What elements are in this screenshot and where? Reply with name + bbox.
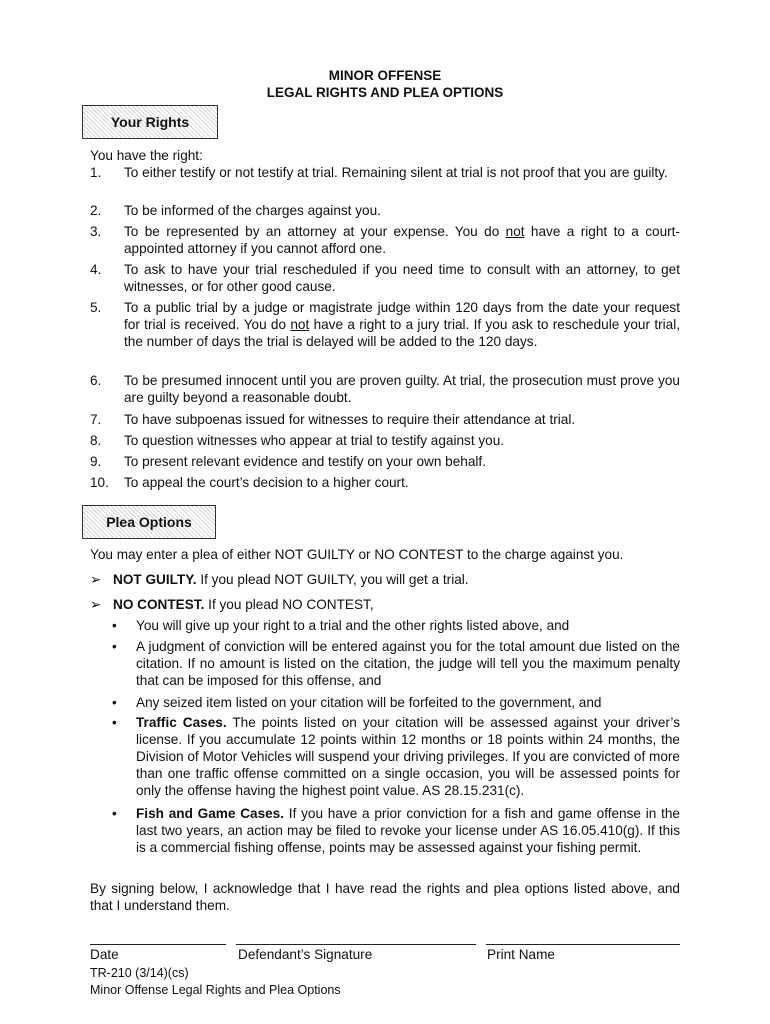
right-item-text: To be informed of the charges against you. bbox=[124, 203, 381, 218]
traffic-cases-text: The points listed on your citation will be assessed against your driver’s license. If you accumulate 12 points within 12 months or 18 points within 24 months, the Division of Motor Vehicles will suspend your driving privileges. If you are convicted of more than one traffic offense committed on a single occasion, you will be assessed points for only the offense having the highest point value. AS 28.15.231(c). bbox=[136, 715, 681, 798]
plea-options-heading-text: Plea Options bbox=[106, 513, 192, 530]
fish-game-cases-text: If you have a prior conviction for a fish and game offense in the last two years, an action may be filed to revoke your license under AS 16.05.410(g). If this is a commercial fishing offense, points may be assessed against your fishing permit. bbox=[136, 806, 680, 855]
consequence-text: Any seized item listed on your citation will be forfeited to the government, and bbox=[136, 695, 602, 710]
right-item-text: To be presumed innocent until you are proven guilty. At trial, the prosecution must prove you are guilty beyond a reasonable doubt. bbox=[124, 373, 680, 405]
bullet-dot-icon: • bbox=[112, 639, 117, 654]
acknowledgment-statement: By signing below, I acknowledge that I have read the rights and plea options listed above, and that I understand them. bbox=[90, 881, 680, 913]
arrow-bullet-icon: ➢ bbox=[90, 597, 102, 612]
plea-options-heading bbox=[82, 505, 216, 539]
right-item-text: To appeal the court’s decision to a higher court. bbox=[124, 475, 409, 490]
right-item-number: 8. bbox=[90, 433, 102, 448]
bullet-dot-icon: • bbox=[112, 715, 117, 730]
defendant-signature-line[interactable] bbox=[236, 944, 476, 945]
title-line-1: MINOR OFFENSE bbox=[328, 68, 442, 83]
right-item-text: To question witnesses who appear at trial to testify against you. bbox=[124, 433, 505, 448]
right-item-number: 7. bbox=[90, 412, 102, 427]
right-item-number: 4. bbox=[90, 262, 102, 277]
your-rights-heading bbox=[82, 105, 218, 139]
right-item-number: 9. bbox=[90, 454, 102, 469]
consequence-text: A judgment of conviction will be entered against you for the total amount due listed on the citation. If no amount is listed on the citation, the judge will tell you the maximum penalty that can be imposed for this offense, and bbox=[136, 639, 680, 688]
form-id: TR-210 (3/14)(cs) bbox=[90, 966, 189, 980]
not-guilty-text bbox=[113, 571, 680, 588]
right-item-number: 10. bbox=[90, 475, 109, 490]
date-line[interactable] bbox=[90, 944, 226, 945]
right-item-text: To ask to have your trial rescheduled if you need time to consult with an attorney, to get witnesses, or for other good cause. bbox=[124, 262, 680, 294]
title-line-2: LEGAL RIGHTS AND PLEA OPTIONS bbox=[266, 85, 504, 100]
rights-intro: You have the right: bbox=[90, 148, 203, 163]
print-name-label: Print Name bbox=[487, 947, 555, 962]
consequence-text: You will give up your right to a trial and the other rights listed above, and bbox=[136, 618, 570, 633]
right-item-text-pre: To a public trial by a judge or magistrate judge within 120 days from the date your request for trial is received. You do bbox=[124, 300, 680, 332]
consequence-text bbox=[136, 714, 680, 799]
right-item-text bbox=[124, 223, 680, 257]
defendant-signature-label: Defendant’s Signature bbox=[238, 947, 373, 962]
form-title: Minor Offense Legal Rights and Plea Options bbox=[90, 983, 341, 997]
bullet-dot-icon: • bbox=[112, 806, 117, 821]
no-contest-text bbox=[113, 596, 680, 613]
your-rights-heading-text: Your Rights bbox=[110, 113, 190, 130]
right-item-text bbox=[124, 299, 680, 350]
no-contest-label: NO CONTEST. bbox=[113, 597, 205, 612]
right-item-emphasis: not bbox=[290, 317, 310, 332]
fish-game-cases-label: Fish and Game Cases. bbox=[136, 806, 285, 821]
right-item-text: To either testify or not testify at trial. Remaining silent at trial is not proof that you are guilty. bbox=[124, 165, 668, 180]
right-item-text-post: have a right to a jury trial. If you ask to reschedule your trial, the number of days the trial is delayed will be added to the 120 days. bbox=[124, 317, 680, 349]
right-item-text: To present relevant evidence and testify on your own behalf. bbox=[124, 454, 486, 469]
arrow-bullet-icon: ➢ bbox=[90, 572, 102, 587]
right-item-emphasis: not bbox=[505, 224, 525, 239]
plea-intro: You may enter a plea of either NOT GUILTY or NO CONTEST to the charge against you. bbox=[90, 547, 624, 562]
not-guilty-description: If you plead NOT GUILTY, you will get a trial. bbox=[196, 572, 469, 587]
bullet-dot-icon: • bbox=[112, 695, 117, 710]
date-label: Date bbox=[90, 947, 119, 962]
bullet-dot-icon: • bbox=[112, 618, 117, 633]
right-item-number: 5. bbox=[90, 300, 102, 315]
right-item-number: 2. bbox=[90, 203, 102, 218]
not-guilty-label: NOT GUILTY. bbox=[113, 572, 197, 587]
right-item-number: 1. bbox=[90, 165, 102, 180]
consequence-text bbox=[136, 805, 680, 856]
right-item-number: 6. bbox=[90, 373, 102, 388]
right-item-number: 3. bbox=[90, 224, 102, 239]
right-item-text: To have subpoenas issued for witnesses to require their attendance at trial. bbox=[124, 412, 576, 427]
right-item-text-post: have a right to a court-appointed attorney if you cannot afford one. bbox=[124, 224, 680, 256]
right-item-text-pre: To be represented by an attorney at your expense. You do bbox=[124, 224, 506, 239]
traffic-cases-label: Traffic Cases. bbox=[136, 715, 227, 730]
print-name-line[interactable] bbox=[486, 944, 680, 945]
no-contest-description: If you plead NO CONTEST, bbox=[204, 597, 374, 612]
